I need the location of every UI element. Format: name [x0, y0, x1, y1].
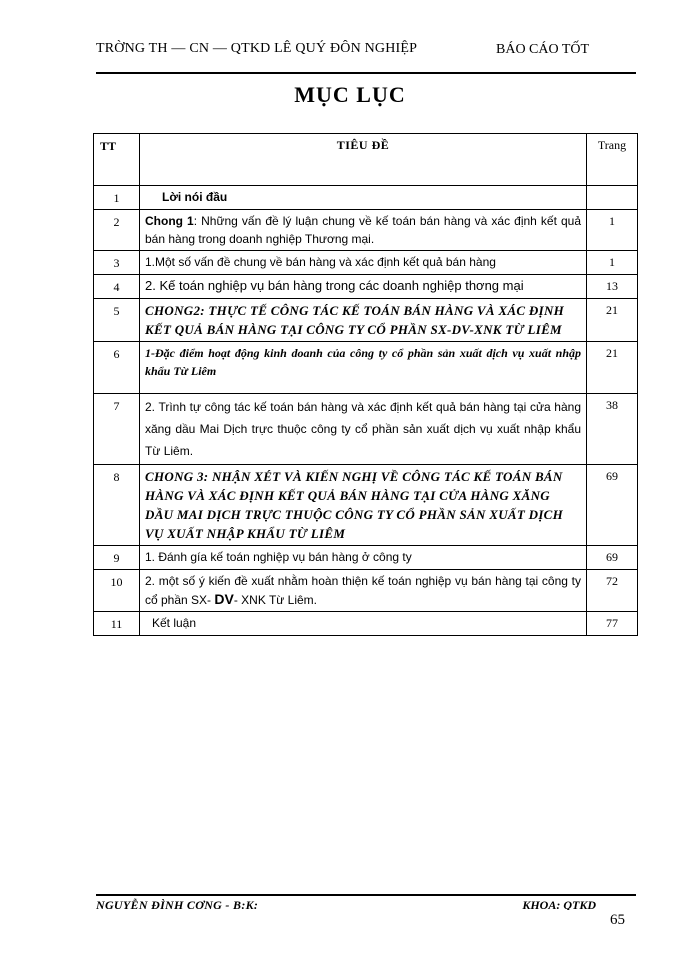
- row-title: Lời nói đầu: [140, 186, 587, 210]
- row-tt: 9: [94, 546, 140, 570]
- table-row: [94, 186, 638, 210]
- table-row: [94, 299, 638, 342]
- row-title: 1. Đánh gía kế toán nghiệp vụ bán hàng ở công ty: [140, 546, 587, 570]
- footer-author: NGUYỄN ĐÌNH CƠNG - B:K:: [96, 898, 259, 910]
- column-header-tt: TT: [94, 134, 140, 186]
- row-page: 1: [587, 251, 638, 275]
- row-page: 1: [587, 210, 638, 251]
- row-tt: 5: [94, 299, 140, 342]
- row-title: 1.Một số vấn đề chung về bán hàng và xác định kết quả bán hàng: [140, 251, 587, 275]
- table-row: [94, 465, 638, 546]
- row-tt: 10: [94, 570, 140, 612]
- row-title: 2. một số ý kiến đề xuất nhằm hoàn thiện kế toán nghiệp vụ bán hàng tại công ty cổ phần SX- DV- XNK Từ Liêm.: [140, 570, 587, 612]
- table-header-row: [94, 134, 638, 186]
- page-title: MỤC LỤC: [294, 82, 406, 107]
- row-page: 38: [587, 394, 638, 465]
- row-tt: 11: [94, 612, 140, 636]
- row-title: Chong 1: Những vấn đề lý luận chung về kế toán bán hàng và xác định kết quả bán hàng trong doanh nghiệp Thương mại.: [140, 210, 587, 251]
- row-tt: 7: [94, 394, 140, 465]
- page-number: 65: [610, 912, 625, 928]
- row-tt: 3: [94, 251, 140, 275]
- row-page: 21: [587, 299, 638, 342]
- table-row: [94, 275, 638, 299]
- column-header-page: Trang: [587, 134, 638, 186]
- row-page: 69: [587, 546, 638, 570]
- row-page: [587, 186, 638, 210]
- column-header-title: TIÊU ĐỀ: [140, 134, 587, 186]
- row-title: 2. Trình tự công tác kế toán bán hàng và xác định kết quả bán hàng tại cửa hàng xăng dầu Mai Dịch trực thuộc công ty cổ phần sản xuất dịch vụ xuất nhập khẩu Từ Liêm.: [140, 394, 587, 465]
- row-title: CHONG2: THỰC TẾ CÔNG TÁC KẾ TOÁN BÁN HÀNG VÀ XÁC ĐỊNH KẾT QUẢ BÁN HÀNG TẠI CÔNG TY CỔ PHẦN SX-DV-XNK TỪ LIÊM: [140, 299, 587, 342]
- row-page: 13: [587, 275, 638, 299]
- table-row: [94, 342, 638, 394]
- table-row: [94, 546, 638, 570]
- row-title: Kết luận: [140, 612, 587, 636]
- table-row: [94, 210, 638, 251]
- row-title: CHONG 3: NHẬN XÉT VÀ KIẾN NGHỊ VỀ CÔNG TÁC KẾ TOÁN BÁN HÀNG VÀ XÁC ĐỊNH KẾT QUẢ BÁN HÀNG TẠI CỬA HÀNG XĂNG DẦU MAI DỊCH TRỰC THUỘC CÔNG TY CỔ PHẦN SẢN XUẤT DỊCH VỤ XUẤT NHẬP KHẨU TỪ LIÊM: [140, 465, 587, 546]
- chapter-label: Chong 1: [145, 214, 194, 228]
- header-report: BÁO CÁO TỐT: [496, 42, 590, 57]
- header-school: TRỜNG TH — CN — QTKD LÊ QUÝ ĐÔN NGHIỆP: [96, 41, 418, 56]
- table-row: [94, 394, 638, 465]
- row-page: 77: [587, 612, 638, 636]
- row-tt: 8: [94, 465, 140, 546]
- table-row: [94, 612, 638, 636]
- row-tt: 1: [94, 186, 140, 210]
- table-row: [94, 251, 638, 275]
- row-tt: 2: [94, 210, 140, 251]
- row-tt: 4: [94, 275, 140, 299]
- page-header: [96, 40, 636, 74]
- table-row: [94, 570, 638, 612]
- row-title: 1-Đặc điểm hoạt động kinh doanh của công ty cổ phần sản xuất dịch vụ xuất nhập khẩu Từ Liêm: [140, 342, 587, 394]
- row-page: 72: [587, 570, 638, 612]
- footer-department: KHOA: QTKD: [522, 898, 596, 910]
- row-tt: 6: [94, 342, 140, 394]
- row-title: 2. Kế toán nghiệp vụ bán hàng trong các doanh nghiệp thơng mại: [140, 275, 587, 299]
- toc-table: [93, 133, 638, 636]
- row-page: 69: [587, 465, 638, 546]
- row-page: 21: [587, 342, 638, 394]
- page-footer: [96, 894, 636, 910]
